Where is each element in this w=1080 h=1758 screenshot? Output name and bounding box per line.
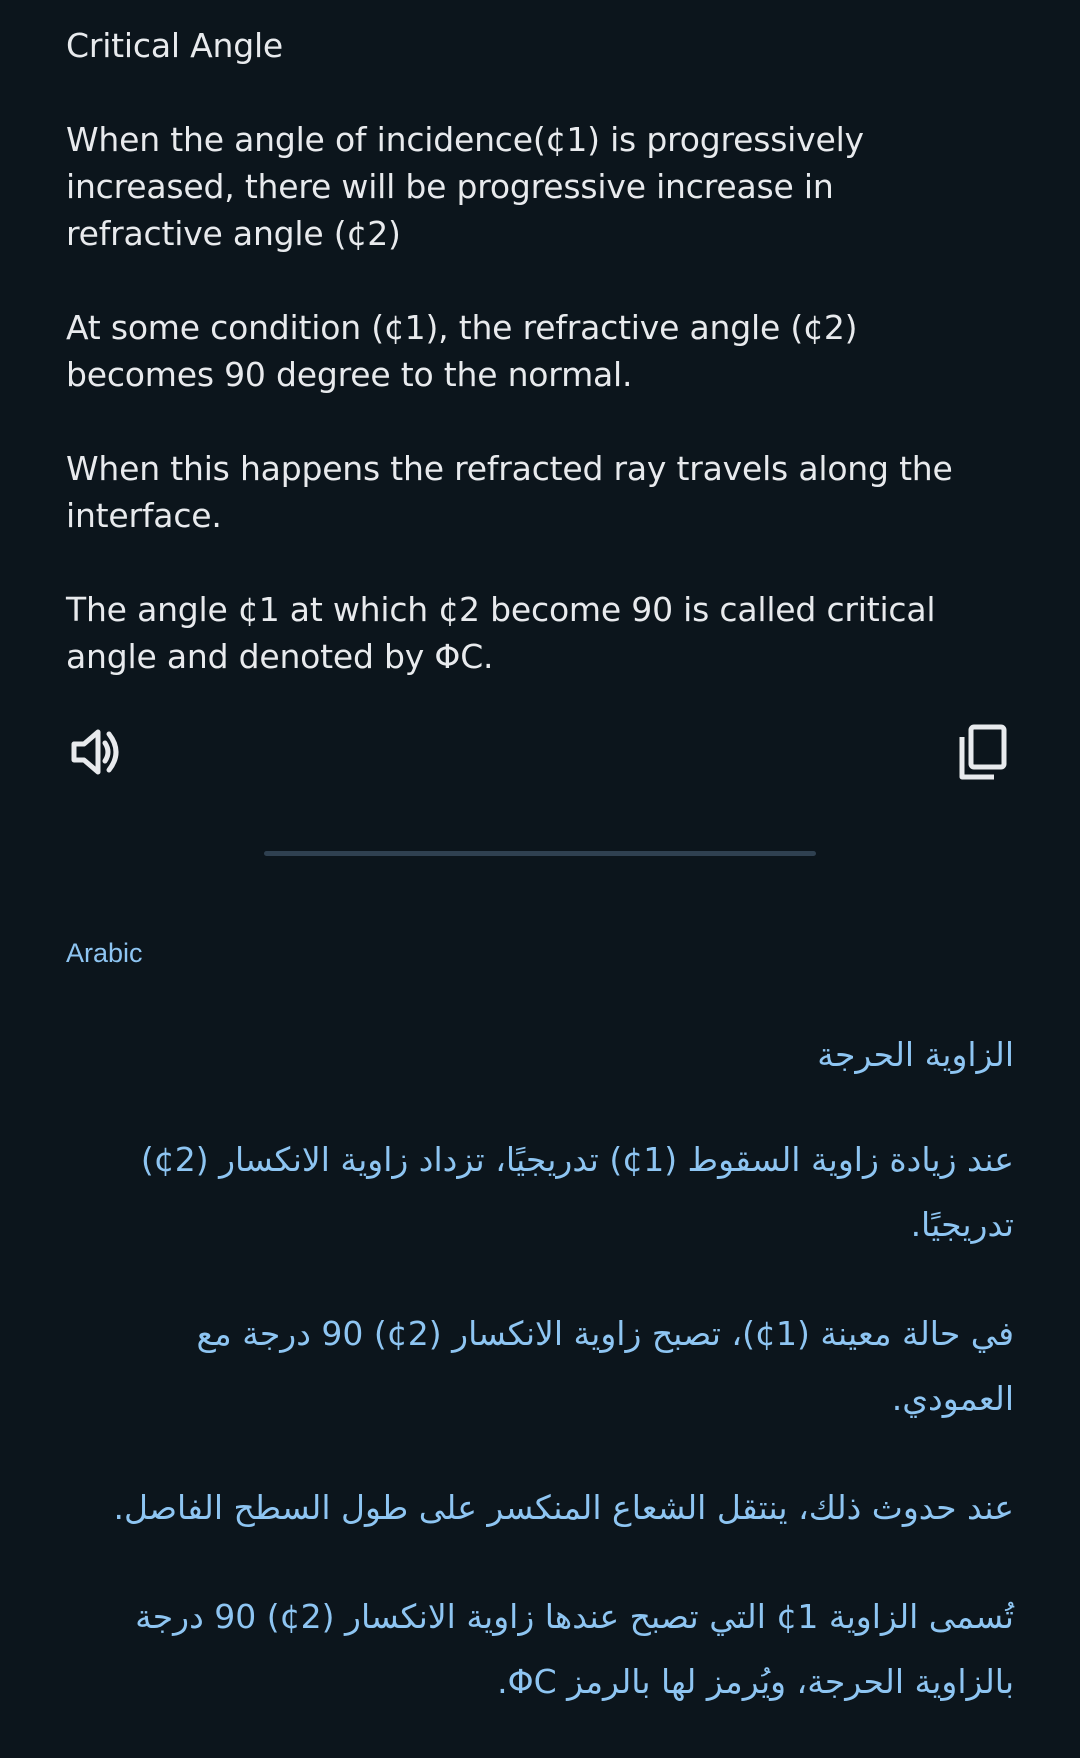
speaker-icon	[69, 725, 123, 779]
translation-text-panel	[66, 1022, 1014, 1758]
translation-paragraph: في حالة معينة (1¢)، تصبح زاوية الانكسار (2¢) 90 درجة مع العمودي.	[196, 1314, 1014, 1418]
source-paragraph: At some condition (¢1), the refractive angle (¢2) becomes 90 degree to the normal.	[66, 308, 858, 394]
source-paragraph: When this happens the refracted ray travels along the interface.	[66, 449, 953, 535]
source-title: Critical Angle	[66, 26, 284, 65]
source-paragraph: When the angle of incidence(¢1) is progressively increased, there will be progressive increase in refractive angle (¢2)	[66, 120, 864, 253]
copy-button[interactable]	[952, 722, 1012, 782]
copy-icon	[956, 723, 1008, 781]
target-language-label: Arabic	[66, 938, 143, 968]
source-paragraph: The angle ¢1 at which ¢2 become 90 is called critical angle and denoted by ΦC.	[66, 590, 936, 676]
section-divider	[264, 851, 816, 856]
source-actions-bar	[66, 722, 1012, 784]
speak-button[interactable]	[66, 722, 126, 782]
translation-paragraph: عند زيادة زاوية السقوط (1¢) تدريجيًا، تزداد زاوية الانكسار (2¢) تدريجيًا.	[140, 1140, 1014, 1244]
source-text-panel	[66, 22, 996, 727]
translation-paragraph: تُسمى الزاوية 1¢ التي تصبح عندها زاوية الانكسار (2¢) 90 درجة بالزاوية الحرجة، ويُرمز لها بالرمز ΦC.	[135, 1597, 1014, 1701]
translation-paragraph: عند حدوث ذلك، ينتقل الشعاع المنكسر على طول السطح الفاصل.	[113, 1488, 1014, 1527]
translation-title: الزاوية الحرجة	[817, 1035, 1014, 1074]
